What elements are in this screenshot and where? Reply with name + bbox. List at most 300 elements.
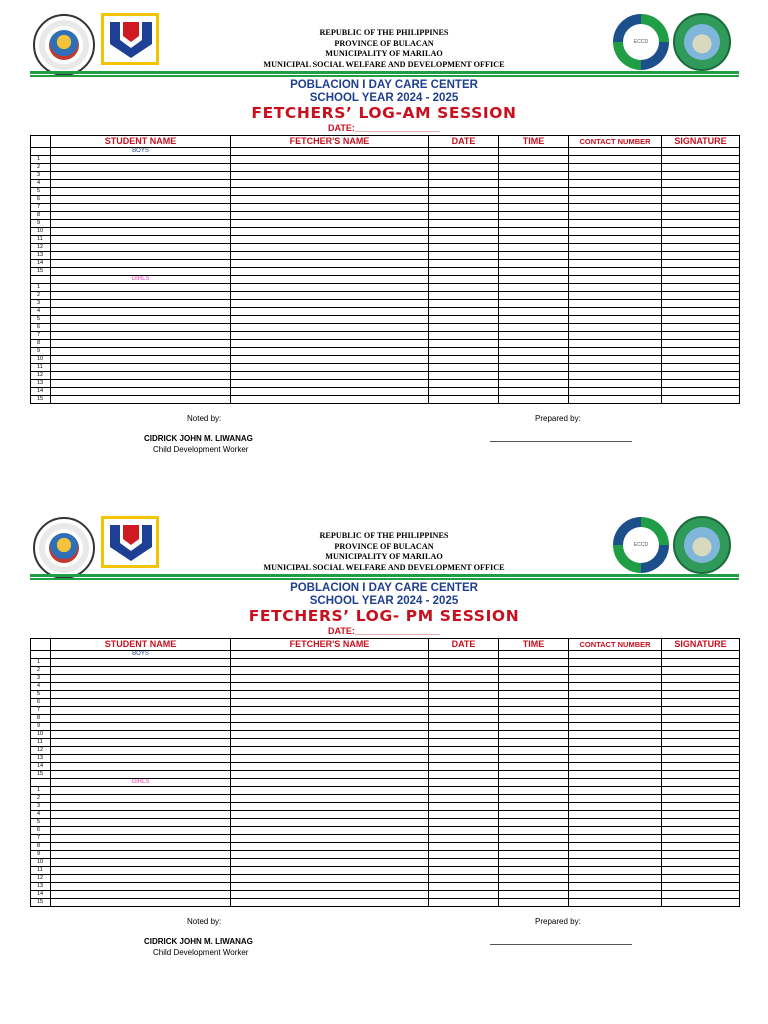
student-name-cell[interactable] [51,172,231,180]
contact-number-cell[interactable] [569,340,662,348]
student-name-cell[interactable] [51,308,231,316]
contact-number-cell[interactable] [569,747,662,755]
fetchers-name-cell[interactable] [231,196,429,204]
contact-number-cell[interactable] [569,332,662,340]
signature-cell[interactable] [662,867,740,875]
signature-cell[interactable] [662,715,740,723]
signature-cell[interactable] [662,284,740,292]
signature-cell[interactable] [662,348,740,356]
fetchers-name-cell[interactable] [231,244,429,252]
date-cell[interactable] [429,212,499,220]
date-cell[interactable] [429,164,499,172]
contact-number-cell[interactable] [569,875,662,883]
fetchers-name-cell[interactable] [231,164,429,172]
signature-cell[interactable] [662,667,740,675]
fetchers-name-cell[interactable] [231,172,429,180]
time-cell[interactable] [499,851,569,859]
time-cell[interactable] [499,220,569,228]
signature-cell[interactable] [662,156,740,164]
signature-cell[interactable] [662,196,740,204]
date-cell[interactable] [429,316,499,324]
signature-cell[interactable] [662,891,740,899]
fetchers-name-cell[interactable] [231,859,429,867]
student-name-cell[interactable] [51,803,231,811]
date-cell[interactable] [429,843,499,851]
fetchers-name-cell[interactable] [231,180,429,188]
contact-number-cell[interactable] [569,388,662,396]
student-name-cell[interactable] [51,228,231,236]
time-cell[interactable] [499,675,569,683]
fetchers-name-cell[interactable] [231,731,429,739]
signature-cell[interactable] [662,763,740,771]
date-cell[interactable] [429,819,499,827]
date-cell[interactable] [429,851,499,859]
student-name-cell[interactable] [51,220,231,228]
fetchers-name-cell[interactable] [231,300,429,308]
fetchers-name-cell[interactable] [231,723,429,731]
contact-number-cell[interactable] [569,835,662,843]
student-name-cell[interactable] [51,236,231,244]
date-cell[interactable] [429,364,499,372]
student-name-cell[interactable] [51,667,231,675]
date-cell[interactable] [429,835,499,843]
time-cell[interactable] [499,843,569,851]
contact-number-cell[interactable] [569,867,662,875]
time-cell[interactable] [499,827,569,835]
student-name-cell[interactable] [51,196,231,204]
fetchers-name-cell[interactable] [231,372,429,380]
fetchers-name-cell[interactable] [231,236,429,244]
fetchers-name-cell[interactable] [231,795,429,803]
time-cell[interactable] [499,731,569,739]
contact-number-cell[interactable] [569,228,662,236]
time-cell[interactable] [499,763,569,771]
contact-number-cell[interactable] [569,755,662,763]
contact-number-cell[interactable] [569,763,662,771]
date-cell[interactable] [429,755,499,763]
student-name-cell[interactable] [51,300,231,308]
signature-cell[interactable] [662,843,740,851]
fetchers-name-cell[interactable] [231,715,429,723]
student-name-cell[interactable] [51,891,231,899]
signature-cell[interactable] [662,755,740,763]
student-name-cell[interactable] [51,380,231,388]
date-cell[interactable] [429,380,499,388]
time-cell[interactable] [499,300,569,308]
time-cell[interactable] [499,803,569,811]
contact-number-cell[interactable] [569,316,662,324]
date-cell[interactable] [429,332,499,340]
signature-cell[interactable] [662,292,740,300]
fetchers-name-cell[interactable] [231,843,429,851]
time-cell[interactable] [499,875,569,883]
time-cell[interactable] [499,172,569,180]
contact-number-cell[interactable] [569,372,662,380]
date-cell[interactable] [429,883,499,891]
time-cell[interactable] [499,739,569,747]
fetchers-name-cell[interactable] [231,667,429,675]
signature-cell[interactable] [662,883,740,891]
time-cell[interactable] [499,388,569,396]
signature-cell[interactable] [662,811,740,819]
time-cell[interactable] [499,348,569,356]
fetchers-name-cell[interactable] [231,899,429,907]
student-name-cell[interactable] [51,388,231,396]
date-cell[interactable] [429,899,499,907]
fetchers-name-cell[interactable] [231,212,429,220]
student-name-cell[interactable] [51,699,231,707]
signature-cell[interactable] [662,899,740,907]
contact-number-cell[interactable] [569,691,662,699]
fetchers-name-cell[interactable] [231,835,429,843]
signature-cell[interactable] [662,228,740,236]
student-name-cell[interactable] [51,348,231,356]
signature-cell[interactable] [662,380,740,388]
contact-number-cell[interactable] [569,683,662,691]
signature-cell[interactable] [662,659,740,667]
date-cell[interactable] [429,252,499,260]
fetchers-name-cell[interactable] [231,324,429,332]
contact-number-cell[interactable] [569,204,662,212]
date-cell[interactable] [429,292,499,300]
fetchers-name-cell[interactable] [231,827,429,835]
contact-number-cell[interactable] [569,659,662,667]
time-cell[interactable] [499,787,569,795]
signature-cell[interactable] [662,835,740,843]
student-name-cell[interactable] [51,364,231,372]
time-cell[interactable] [499,236,569,244]
contact-number-cell[interactable] [569,380,662,388]
fetchers-name-cell[interactable] [231,188,429,196]
signature-cell[interactable] [662,364,740,372]
signature-cell[interactable] [662,356,740,364]
fetchers-name-cell[interactable] [231,156,429,164]
contact-number-cell[interactable] [569,707,662,715]
time-cell[interactable] [499,212,569,220]
time-cell[interactable] [499,899,569,907]
time-cell[interactable] [499,364,569,372]
fetchers-name-cell[interactable] [231,747,429,755]
student-name-cell[interactable] [51,707,231,715]
signature-cell[interactable] [662,731,740,739]
time-cell[interactable] [499,308,569,316]
time-cell[interactable] [499,667,569,675]
time-cell[interactable] [499,859,569,867]
date-cell[interactable] [429,220,499,228]
contact-number-cell[interactable] [569,172,662,180]
signature-cell[interactable] [662,220,740,228]
time-cell[interactable] [499,795,569,803]
date-cell[interactable] [429,787,499,795]
contact-number-cell[interactable] [569,811,662,819]
time-cell[interactable] [499,372,569,380]
time-cell[interactable] [499,835,569,843]
signature-cell[interactable] [662,340,740,348]
signature-cell[interactable] [662,212,740,220]
date-cell[interactable] [429,699,499,707]
time-cell[interactable] [499,268,569,276]
signature-cell[interactable] [662,260,740,268]
date-cell[interactable] [429,739,499,747]
student-name-cell[interactable] [51,835,231,843]
fetchers-name-cell[interactable] [231,396,429,404]
fetchers-name-cell[interactable] [231,675,429,683]
date-cell[interactable] [429,723,499,731]
fetchers-name-cell[interactable] [231,268,429,276]
date-cell[interactable] [429,707,499,715]
signature-cell[interactable] [662,244,740,252]
fetchers-name-cell[interactable] [231,787,429,795]
date-cell[interactable] [429,811,499,819]
fetchers-name-cell[interactable] [231,739,429,747]
contact-number-cell[interactable] [569,300,662,308]
fetchers-name-cell[interactable] [231,364,429,372]
student-name-cell[interactable] [51,819,231,827]
student-name-cell[interactable] [51,739,231,747]
student-name-cell[interactable] [51,180,231,188]
fetchers-name-cell[interactable] [231,691,429,699]
time-cell[interactable] [499,244,569,252]
student-name-cell[interactable] [51,683,231,691]
date-cell[interactable] [429,827,499,835]
signature-cell[interactable] [662,324,740,332]
contact-number-cell[interactable] [569,891,662,899]
date-cell[interactable] [429,372,499,380]
student-name-cell[interactable] [51,875,231,883]
student-name-cell[interactable] [51,851,231,859]
time-cell[interactable] [499,204,569,212]
contact-number-cell[interactable] [569,851,662,859]
signature-cell[interactable] [662,723,740,731]
contact-number-cell[interactable] [569,883,662,891]
time-cell[interactable] [499,659,569,667]
student-name-cell[interactable] [51,731,231,739]
date-cell[interactable] [429,715,499,723]
signature-cell[interactable] [662,164,740,172]
fetchers-name-cell[interactable] [231,763,429,771]
time-cell[interactable] [499,683,569,691]
student-name-cell[interactable] [51,883,231,891]
student-name-cell[interactable] [51,372,231,380]
time-cell[interactable] [499,771,569,779]
time-cell[interactable] [499,164,569,172]
time-cell[interactable] [499,332,569,340]
date-cell[interactable] [429,188,499,196]
time-cell[interactable] [499,156,569,164]
student-name-cell[interactable] [51,747,231,755]
fetchers-name-cell[interactable] [231,683,429,691]
fetchers-name-cell[interactable] [231,252,429,260]
signature-cell[interactable] [662,699,740,707]
student-name-cell[interactable] [51,771,231,779]
signature-cell[interactable] [662,172,740,180]
date-cell[interactable] [429,795,499,803]
student-name-cell[interactable] [51,715,231,723]
date-cell[interactable] [429,396,499,404]
contact-number-cell[interactable] [569,899,662,907]
contact-number-cell[interactable] [569,156,662,164]
student-name-cell[interactable] [51,396,231,404]
contact-number-cell[interactable] [569,803,662,811]
time-cell[interactable] [499,811,569,819]
student-name-cell[interactable] [51,827,231,835]
time-cell[interactable] [499,715,569,723]
signature-cell[interactable] [662,819,740,827]
date-cell[interactable] [429,284,499,292]
contact-number-cell[interactable] [569,260,662,268]
time-cell[interactable] [499,180,569,188]
time-cell[interactable] [499,691,569,699]
signature-cell[interactable] [662,683,740,691]
contact-number-cell[interactable] [569,771,662,779]
signature-cell[interactable] [662,771,740,779]
signature-cell[interactable] [662,252,740,260]
contact-number-cell[interactable] [569,715,662,723]
date-cell[interactable] [429,388,499,396]
signature-cell[interactable] [662,332,740,340]
fetchers-name-cell[interactable] [231,388,429,396]
contact-number-cell[interactable] [569,396,662,404]
date-cell[interactable] [429,771,499,779]
signature-cell[interactable] [662,188,740,196]
student-name-cell[interactable] [51,356,231,364]
fetchers-name-cell[interactable] [231,883,429,891]
student-name-cell[interactable] [51,156,231,164]
date-cell[interactable] [429,731,499,739]
contact-number-cell[interactable] [569,819,662,827]
contact-number-cell[interactable] [569,212,662,220]
signature-cell[interactable] [662,875,740,883]
signature-cell[interactable] [662,691,740,699]
time-cell[interactable] [499,324,569,332]
fetchers-name-cell[interactable] [231,340,429,348]
student-name-cell[interactable] [51,340,231,348]
student-name-cell[interactable] [51,292,231,300]
contact-number-cell[interactable] [569,699,662,707]
contact-number-cell[interactable] [569,196,662,204]
signature-cell[interactable] [662,795,740,803]
contact-number-cell[interactable] [569,308,662,316]
contact-number-cell[interactable] [569,723,662,731]
time-cell[interactable] [499,747,569,755]
student-name-cell[interactable] [51,212,231,220]
contact-number-cell[interactable] [569,324,662,332]
student-name-cell[interactable] [51,899,231,907]
fetchers-name-cell[interactable] [231,284,429,292]
contact-number-cell[interactable] [569,348,662,356]
time-cell[interactable] [499,396,569,404]
signature-cell[interactable] [662,396,740,404]
student-name-cell[interactable] [51,867,231,875]
time-cell[interactable] [499,252,569,260]
contact-number-cell[interactable] [569,731,662,739]
fetchers-name-cell[interactable] [231,220,429,228]
date-cell[interactable] [429,891,499,899]
date-cell[interactable] [429,683,499,691]
contact-number-cell[interactable] [569,667,662,675]
date-cell[interactable] [429,667,499,675]
fetchers-name-cell[interactable] [231,316,429,324]
signature-cell[interactable] [662,707,740,715]
date-cell[interactable] [429,875,499,883]
contact-number-cell[interactable] [569,827,662,835]
student-name-cell[interactable] [51,188,231,196]
signature-cell[interactable] [662,300,740,308]
date-cell[interactable] [429,803,499,811]
fetchers-name-cell[interactable] [231,699,429,707]
fetchers-name-cell[interactable] [231,260,429,268]
contact-number-cell[interactable] [569,268,662,276]
date-cell[interactable] [429,659,499,667]
fetchers-name-cell[interactable] [231,380,429,388]
fetchers-name-cell[interactable] [231,707,429,715]
signature-cell[interactable] [662,388,740,396]
student-name-cell[interactable] [51,284,231,292]
date-cell[interactable] [429,675,499,683]
contact-number-cell[interactable] [569,188,662,196]
signature-cell[interactable] [662,859,740,867]
date-cell[interactable] [429,324,499,332]
student-name-cell[interactable] [51,324,231,332]
contact-number-cell[interactable] [569,364,662,372]
date-cell[interactable] [429,763,499,771]
contact-number-cell[interactable] [569,795,662,803]
time-cell[interactable] [499,755,569,763]
date-cell[interactable] [429,691,499,699]
time-cell[interactable] [499,819,569,827]
fetchers-name-cell[interactable] [231,204,429,212]
fetchers-name-cell[interactable] [231,875,429,883]
contact-number-cell[interactable] [569,164,662,172]
date-cell[interactable] [429,172,499,180]
student-name-cell[interactable] [51,795,231,803]
contact-number-cell[interactable] [569,284,662,292]
student-name-cell[interactable] [51,675,231,683]
student-name-cell[interactable] [51,811,231,819]
time-cell[interactable] [499,380,569,388]
signature-cell[interactable] [662,803,740,811]
time-cell[interactable] [499,284,569,292]
date-cell[interactable] [429,260,499,268]
date-cell[interactable] [429,300,499,308]
date-cell[interactable] [429,204,499,212]
date-cell[interactable] [429,859,499,867]
contact-number-cell[interactable] [569,244,662,252]
fetchers-name-cell[interactable] [231,228,429,236]
date-cell[interactable] [429,180,499,188]
fetchers-name-cell[interactable] [231,867,429,875]
contact-number-cell[interactable] [569,859,662,867]
fetchers-name-cell[interactable] [231,332,429,340]
student-name-cell[interactable] [51,859,231,867]
time-cell[interactable] [499,699,569,707]
fetchers-name-cell[interactable] [231,771,429,779]
signature-cell[interactable] [662,268,740,276]
fetchers-name-cell[interactable] [231,891,429,899]
time-cell[interactable] [499,188,569,196]
student-name-cell[interactable] [51,268,231,276]
date-cell[interactable] [429,236,499,244]
student-name-cell[interactable] [51,244,231,252]
time-cell[interactable] [499,228,569,236]
student-name-cell[interactable] [51,843,231,851]
fetchers-name-cell[interactable] [231,819,429,827]
fetchers-name-cell[interactable] [231,851,429,859]
fetchers-name-cell[interactable] [231,308,429,316]
contact-number-cell[interactable] [569,787,662,795]
student-name-cell[interactable] [51,755,231,763]
fetchers-name-cell[interactable] [231,803,429,811]
